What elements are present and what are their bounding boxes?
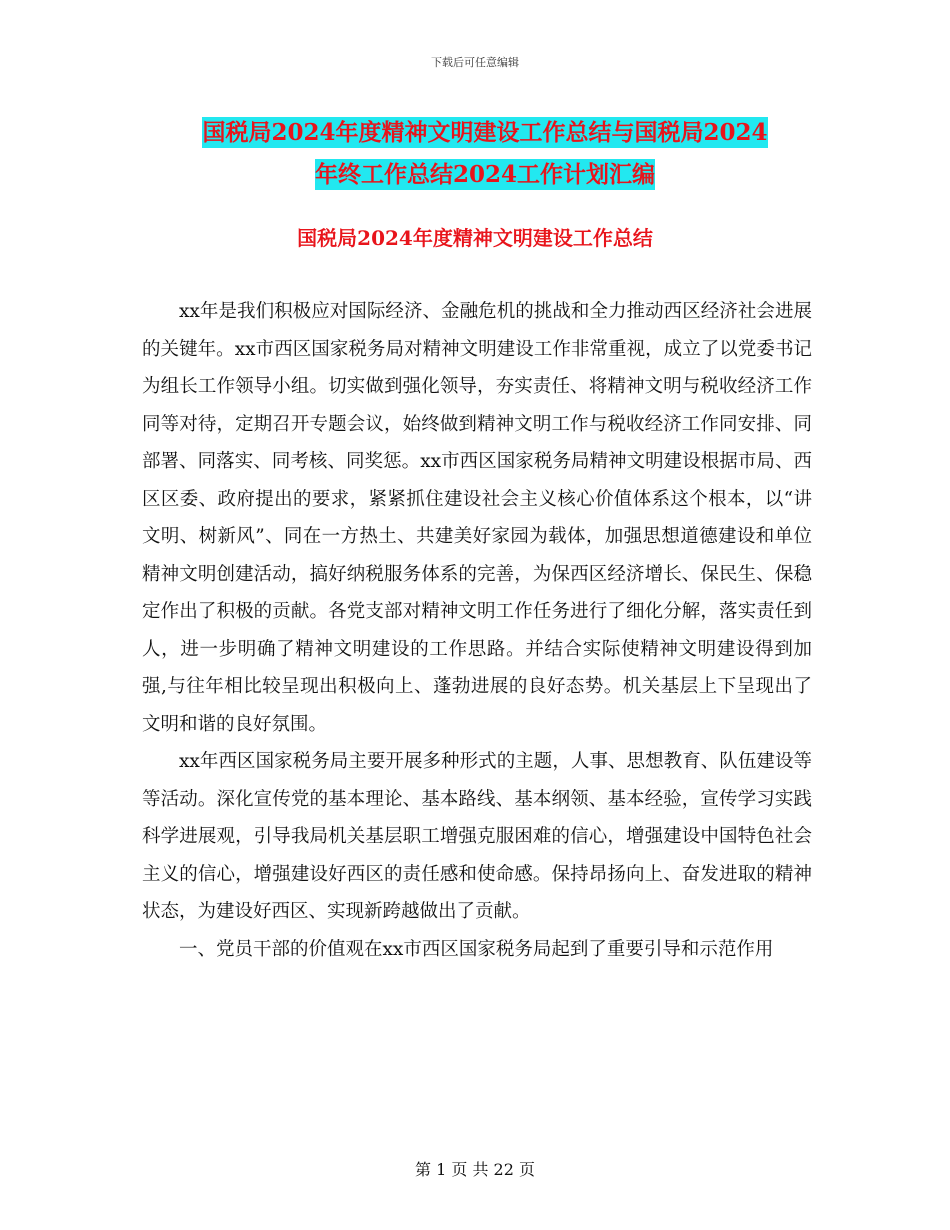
document-body: [142, 293, 812, 968]
section-title: 国税局2024年度精神文明建设工作总结: [297, 226, 653, 250]
paragraph: 一、党员干部的价值观在xx市西区国家税务局起到了重要引导和示范作用: [179, 938, 774, 960]
document-title: [150, 112, 820, 196]
document-title-line-1: 国税局2024年度精神文明建设工作总结与国税局2024: [202, 119, 768, 146]
page-footer: 第 1 页 共 22 页: [415, 1160, 535, 1179]
page-header-note: 下载后可任意编辑: [431, 56, 519, 69]
document-title-line-2: 年终工作总结2024工作计划汇编: [314, 161, 655, 188]
paragraph: xx年西区国家税务局主要开展多种形式的主题，人事、思想教育、队伍建设等等活动。深化宣传党的基本理论、基本路线、基本纲领、基本经验，宣传学习实践科学进展观，引导我局机关基层职工增强克服困难的信心，增强建设中国特色社会主义的信心，增强建设好西区的责任感和使命感。保持昂扬向上、奋发进取的精神状态，为建设好西区、实现新跨越做出了贡献。: [142, 751, 812, 922]
paragraph: xx年是我们积极应对国际经济、金融危机的挑战和全力推动西区经济社会进展的关键年。xx市西区国家税务局对精神文明建设工作非常重视，成立了以党委书记为组长工作领导小组。切实做到强化领导，夯实责任、将精神文明与税收经济工作同等对待，定期召开专题会议，始终做到精神文明工作与税收经济工作同安排、同部署、同落实、同考核、同奖惩。xx市西区国家税务局精神文明建设根据市局、西区区委、政府提出的要求，紧紧抓住建设社会主义核心价值体系这个根本，以“讲文明、树新风”、同在一方热土、共建美好家园为载体，加强思想道德建设和单位精神文明创建活动，搞好纳税服务体系的完善，为保西区经济增长、保民生、保稳定作出了积极的贡献。各党支部对精神文明工作任务进行了细化分解，落实责任到人，进一步明确了精神文明建设的工作思路。并结合实际使精神文明建设得到加强,与往年相比较呈现出积极向上、蓬勃进展的良好态势。机关基层上下呈现出了文明和谐的良好氛围。: [142, 301, 812, 735]
